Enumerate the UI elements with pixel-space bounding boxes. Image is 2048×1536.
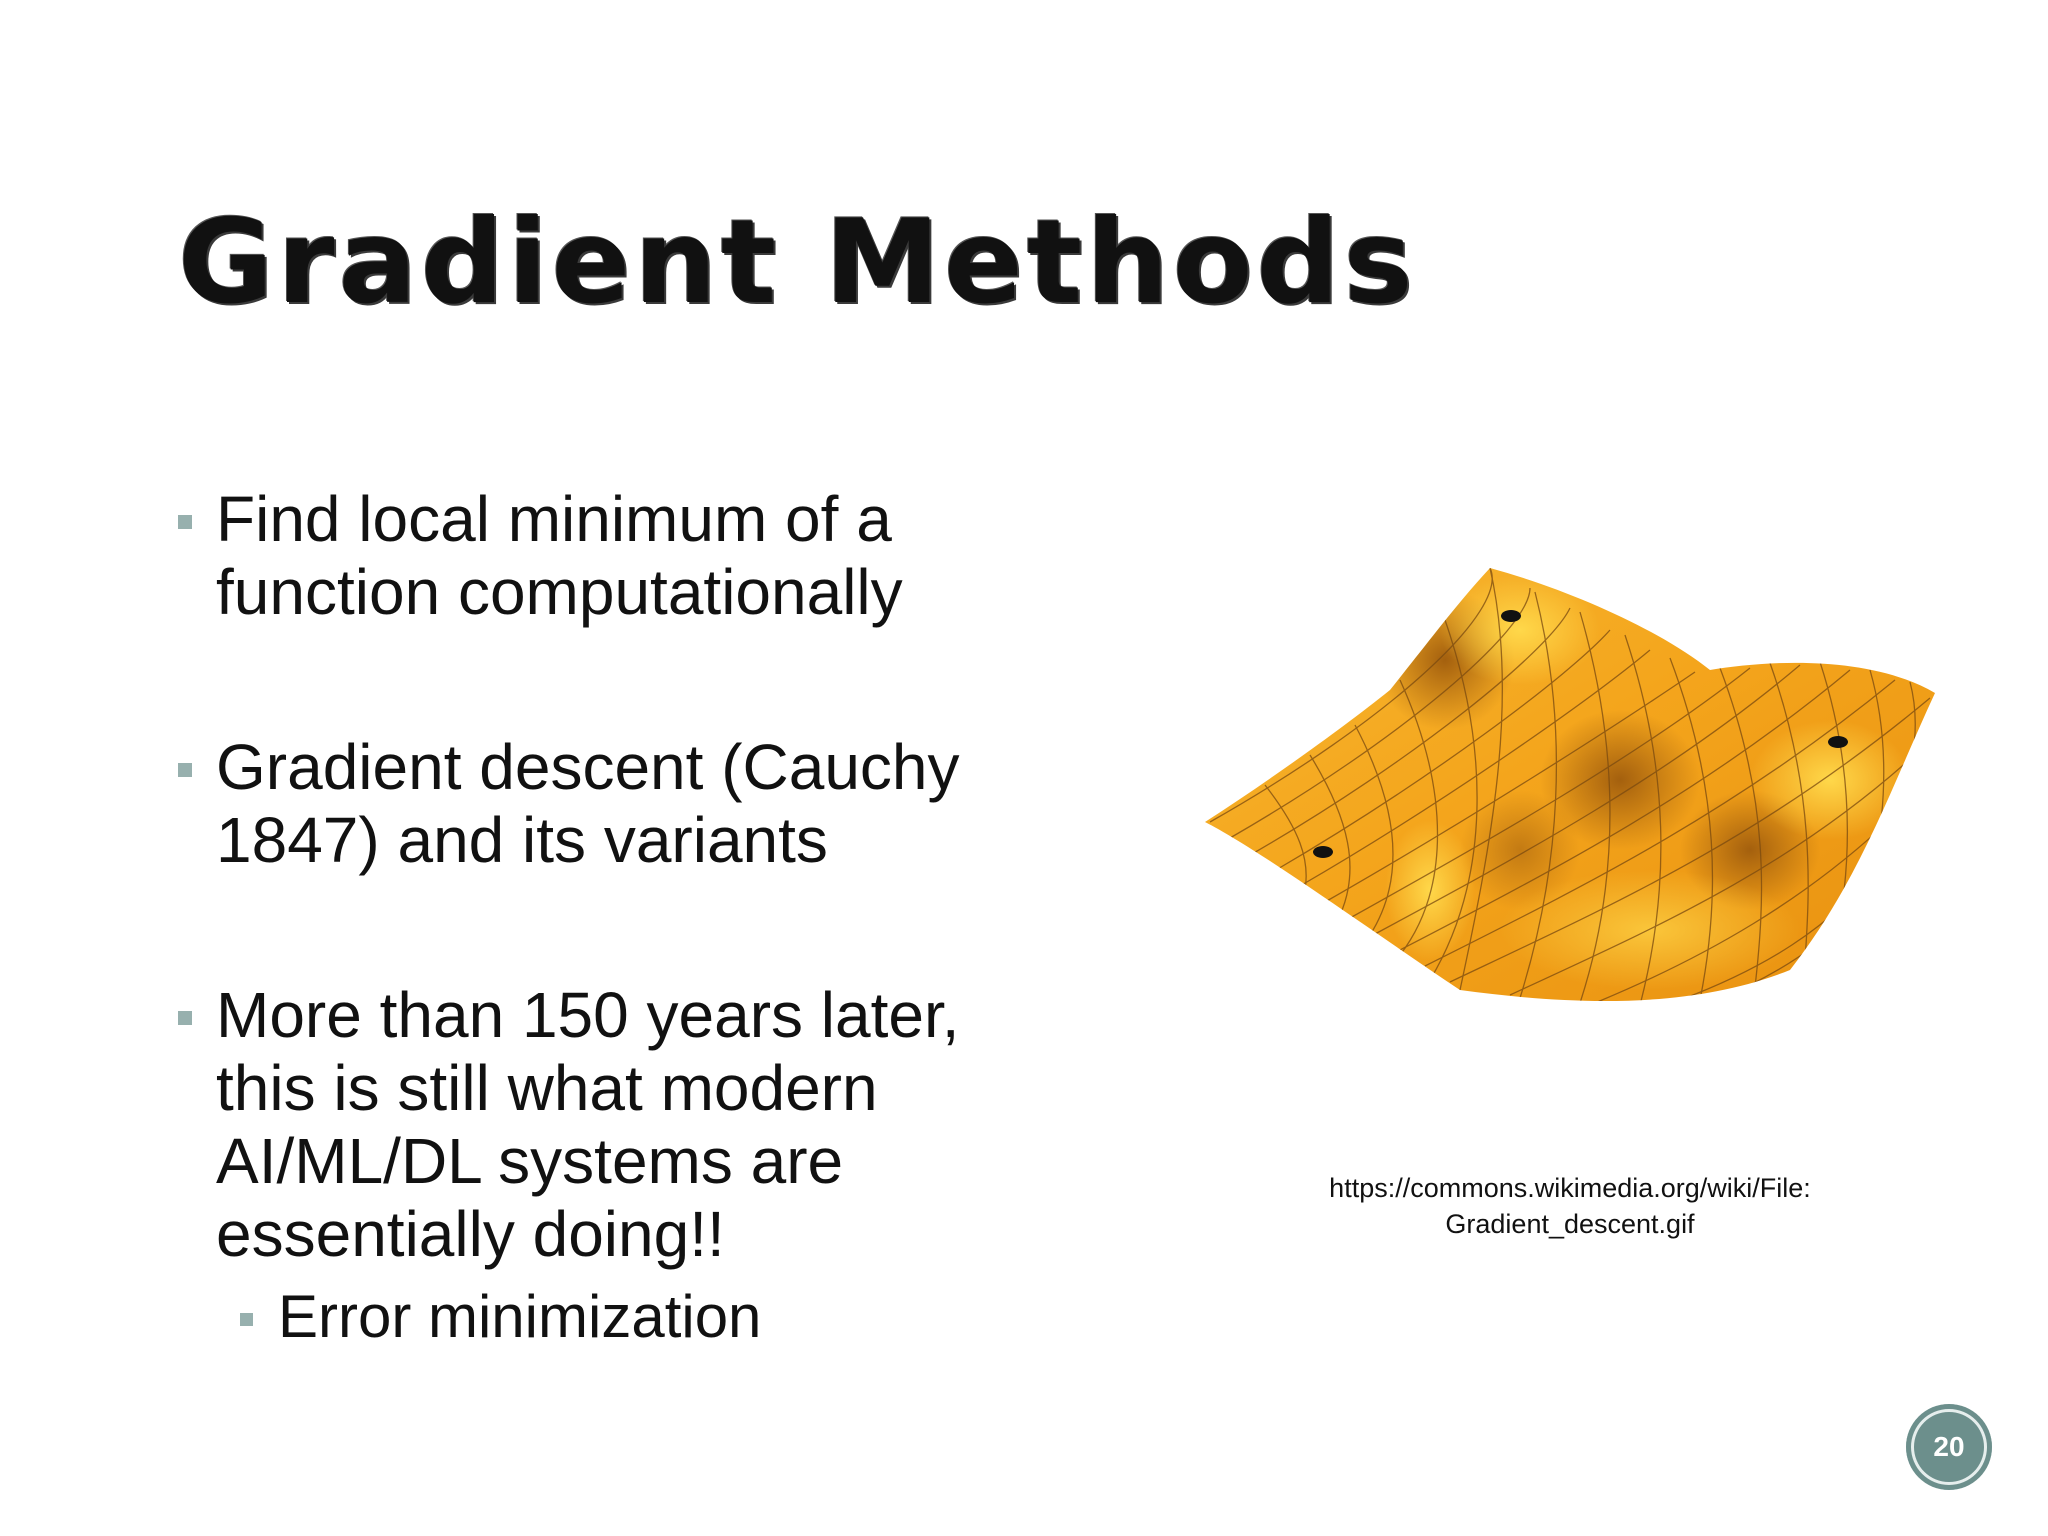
- sub-bullet-text: Error minimization: [278, 1283, 762, 1350]
- image-caption: [1260, 1170, 1880, 1242]
- bullet-marker-icon: [178, 1011, 192, 1025]
- caption-line: Gradient_descent.gif: [1445, 1209, 1695, 1239]
- caption-line: https://commons.wikimedia.org/wiki/File:: [1329, 1173, 1811, 1203]
- bullet-text: Find local minimum of a function computationally: [216, 483, 903, 628]
- bullet-text: Gradient descent (Cauchy 1847) and its variants: [216, 731, 960, 876]
- sub-bullet-marker-icon: [240, 1313, 253, 1326]
- bullet-marker-icon: [178, 763, 192, 777]
- bullet-marker-icon: [178, 515, 192, 529]
- page-number-badge: 20: [1906, 1404, 1992, 1490]
- bullet-text: More than 150 years later, this is still what modern AI/ML/DL systems are essentially doing!!: [216, 979, 960, 1270]
- gradient-descent-surface-image: [1190, 550, 1950, 1020]
- slide-title: Gradient Methods: [178, 195, 1417, 330]
